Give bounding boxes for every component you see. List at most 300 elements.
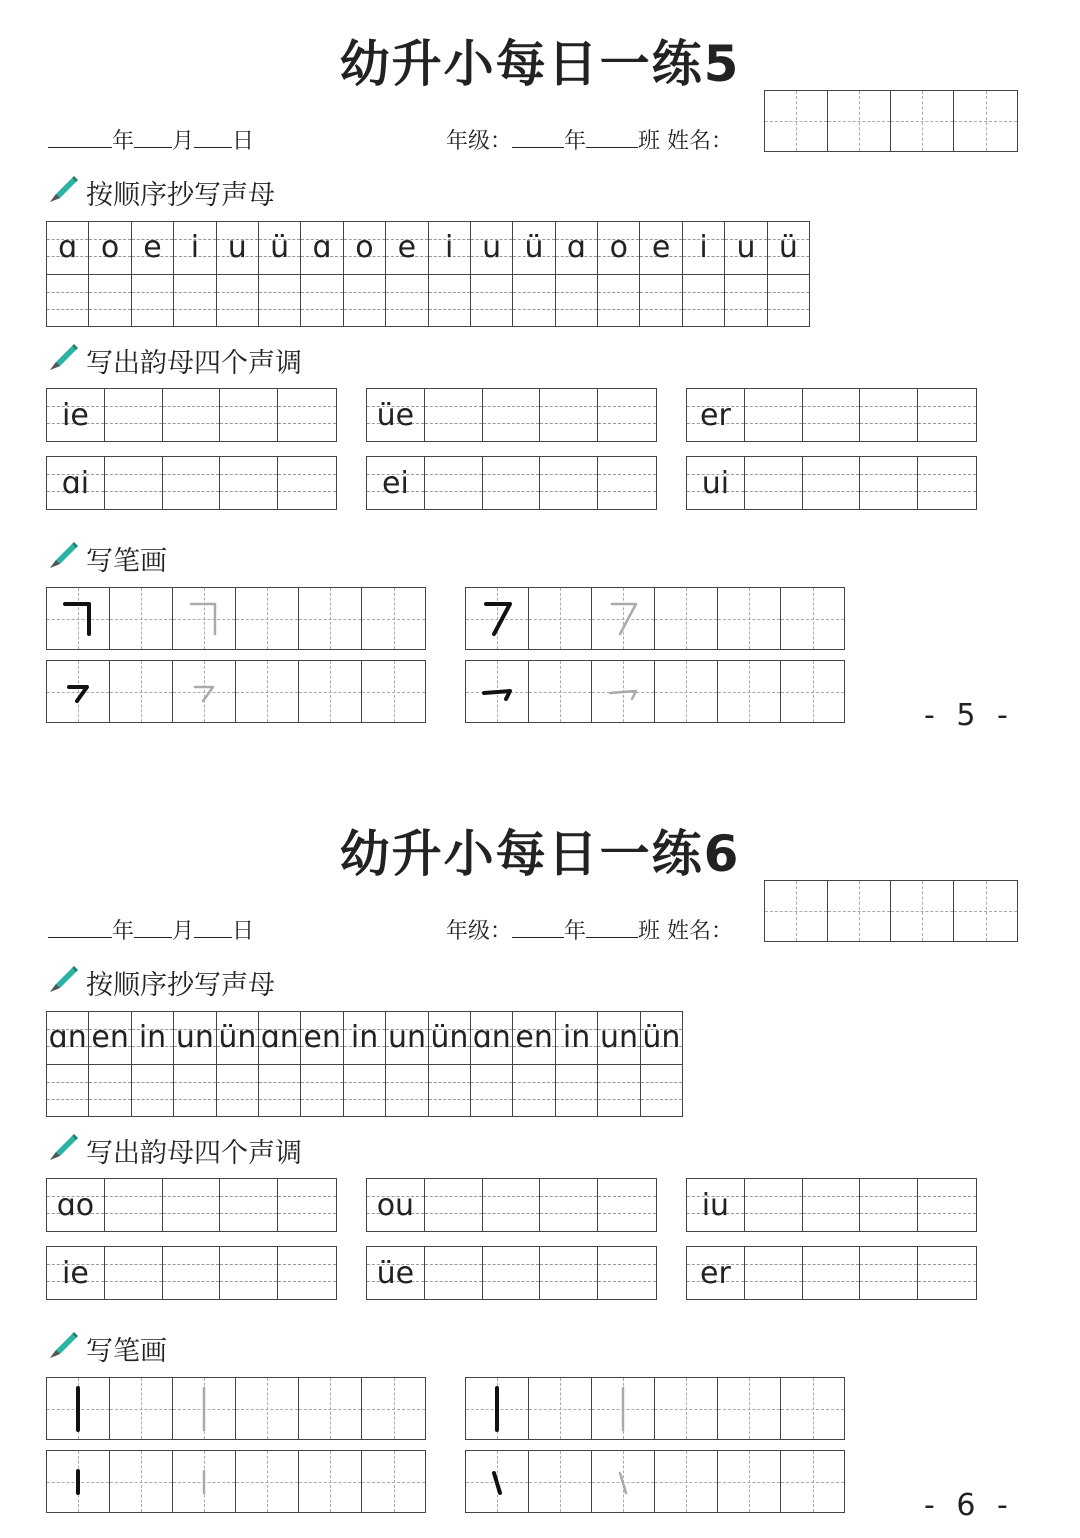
tone-write-cell[interactable] <box>918 1179 976 1231</box>
section-heading <box>46 1328 167 1369</box>
tone-write-cell[interactable] <box>598 457 656 509</box>
section-title: 按顺序抄写声母 <box>86 970 275 1001</box>
tone-row <box>366 388 657 442</box>
letter: i <box>190 230 200 265</box>
stroke-model <box>47 588 110 649</box>
stroke-write-cell[interactable] <box>718 661 781 722</box>
date-label: 月 <box>172 919 195 944</box>
letter-cell <box>429 1012 471 1064</box>
letter-cell <box>47 1012 89 1064</box>
name-cell[interactable] <box>954 881 1017 941</box>
write-cell[interactable] <box>386 275 428 326</box>
tone-write-cell[interactable] <box>105 1179 163 1231</box>
name-label: 姓名： <box>667 129 734 154</box>
letter-cell <box>683 222 725 274</box>
tone-row <box>686 388 977 442</box>
letter-cell <box>89 1012 131 1064</box>
letter: e <box>143 230 162 265</box>
page-title: 幼升小每日一练5 <box>339 35 741 93</box>
write-cell[interactable] <box>513 1065 555 1116</box>
date-blank[interactable] <box>48 936 112 938</box>
pen-icon <box>46 1130 86 1171</box>
letter-cell <box>344 1012 386 1064</box>
tone-write-cell[interactable] <box>803 389 861 441</box>
tone-write-cell[interactable] <box>540 457 598 509</box>
letter: ɑ <box>312 230 332 265</box>
tone-row <box>46 388 337 442</box>
date-label: 年 <box>112 919 135 944</box>
tone-write-cell[interactable] <box>598 389 656 441</box>
stroke-write-cell[interactable] <box>781 661 844 722</box>
stroke-write-cell[interactable] <box>655 661 718 722</box>
letter: i <box>445 230 454 265</box>
letter-cell <box>217 1012 259 1064</box>
letter: ü <box>270 230 290 265</box>
tone-label-cell <box>687 1179 745 1231</box>
tone-final: er <box>700 397 731 433</box>
letter: u <box>482 230 502 265</box>
tone-write-cell[interactable] <box>483 457 541 509</box>
grade-label: 年级： <box>446 919 513 944</box>
write-cell[interactable] <box>598 1065 640 1116</box>
letter: in <box>350 1020 379 1055</box>
tone-final: iu <box>701 1187 730 1223</box>
write-cell[interactable] <box>217 1065 259 1116</box>
stroke-write-cell[interactable] <box>173 588 236 649</box>
section-heading <box>46 538 167 579</box>
letter-cell <box>768 222 809 274</box>
letter: un <box>175 1020 214 1055</box>
letter: e <box>651 230 671 265</box>
stroke-trace <box>529 1451 592 1512</box>
pen-icon <box>46 538 86 579</box>
stroke-model <box>466 1451 529 1512</box>
tone-final: ɑi <box>61 465 90 501</box>
tone-write-cell[interactable] <box>745 389 803 441</box>
stroke-model <box>47 1378 110 1439</box>
letter: o <box>609 230 628 265</box>
stroke-write-cell[interactable] <box>236 1451 299 1512</box>
stroke-model <box>466 588 529 649</box>
name-label: 姓名： <box>667 919 734 944</box>
pen-icon <box>46 172 86 213</box>
write-cell[interactable] <box>217 275 259 326</box>
stroke-row <box>46 1377 426 1440</box>
write-cell[interactable] <box>259 1065 301 1116</box>
letter: in <box>138 1020 167 1055</box>
letter-cell <box>259 1012 301 1064</box>
section-title: 写出韵母四个声调 <box>86 348 302 379</box>
tone-write-cell[interactable] <box>483 389 541 441</box>
write-cell[interactable] <box>641 1065 682 1116</box>
tone-row <box>366 1178 657 1232</box>
letter: in <box>562 1020 591 1055</box>
tone-write-cell[interactable] <box>220 389 278 441</box>
tone-label-cell <box>47 389 105 441</box>
write-cell[interactable] <box>344 1065 386 1116</box>
tone-row <box>46 456 337 510</box>
date-blank[interactable] <box>48 146 112 148</box>
write-cell[interactable] <box>556 1065 598 1116</box>
stroke-row <box>46 1450 426 1513</box>
tone-write-cell[interactable] <box>425 1247 483 1299</box>
letter-cell <box>556 1012 598 1064</box>
name-box[interactable] <box>764 90 1018 152</box>
stroke-write-cell[interactable] <box>299 661 362 722</box>
tone-write-cell[interactable] <box>163 457 221 509</box>
letter-cell <box>89 222 131 274</box>
write-cell[interactable] <box>132 1065 174 1116</box>
tone-write-cell[interactable] <box>803 1179 861 1231</box>
tone-write-cell[interactable] <box>483 1179 541 1231</box>
stroke-trace <box>110 1451 173 1512</box>
write-cell[interactable] <box>513 275 555 326</box>
name-cell[interactable] <box>828 881 891 941</box>
write-cell[interactable] <box>301 275 343 326</box>
tone-write-cell[interactable] <box>425 1179 483 1231</box>
tone-write-cell[interactable] <box>540 1179 598 1231</box>
stroke-trace <box>110 661 173 722</box>
letter: un <box>599 1020 638 1055</box>
tone-write-cell[interactable] <box>803 1247 861 1299</box>
stroke-row <box>465 660 845 723</box>
tone-write-cell[interactable] <box>745 1179 803 1231</box>
write-cell[interactable] <box>174 1065 216 1116</box>
letter: en <box>303 1020 341 1055</box>
name-box[interactable] <box>764 880 1018 942</box>
page-title: 幼升小每日一练6 <box>339 825 741 883</box>
tone-write-cell[interactable] <box>163 1179 221 1231</box>
tone-write-cell[interactable] <box>860 457 918 509</box>
letter-cell <box>386 222 428 274</box>
year-label: 年 <box>564 919 587 944</box>
letter-cell <box>217 222 259 274</box>
class-blank[interactable] <box>586 146 638 148</box>
write-cell[interactable] <box>640 275 682 326</box>
letter-cell <box>132 1012 174 1064</box>
tone-write-cell[interactable] <box>220 457 278 509</box>
stroke-row <box>465 1450 845 1513</box>
stroke-write-cell[interactable] <box>299 588 362 649</box>
name-cell[interactable] <box>891 91 954 151</box>
copy-grid <box>46 1011 683 1117</box>
page-number: - 6 - <box>924 1488 1014 1523</box>
tone-write-cell[interactable] <box>425 389 483 441</box>
stroke-row <box>465 1377 845 1440</box>
tone-write-cell[interactable] <box>918 389 976 441</box>
stroke-model <box>47 1451 110 1512</box>
stroke-trace <box>529 1378 592 1439</box>
write-cell[interactable] <box>89 1065 131 1116</box>
letter-cell <box>174 222 216 274</box>
date-label: 日 <box>232 919 255 944</box>
class-label: 班 <box>638 129 661 154</box>
tone-write-cell[interactable] <box>105 1247 163 1299</box>
letter: en <box>515 1020 553 1055</box>
write-cell[interactable] <box>386 1065 428 1116</box>
stroke-model <box>466 1378 529 1439</box>
stroke-trace <box>110 1378 173 1439</box>
tone-write-cell[interactable] <box>105 389 163 441</box>
letter: ɑn <box>48 1020 87 1055</box>
tone-final: ie <box>62 397 89 433</box>
section-title: 写出韵母四个声调 <box>86 1138 302 1169</box>
tone-final: er <box>700 1255 731 1291</box>
grade-label: 年级： <box>446 129 513 154</box>
date-blank[interactable] <box>194 146 232 148</box>
write-cell[interactable] <box>89 275 131 326</box>
tone-write-cell[interactable] <box>220 1247 278 1299</box>
stroke-write-cell[interactable] <box>592 1378 655 1439</box>
pen-icon <box>46 1328 86 1369</box>
write-cell[interactable] <box>683 275 725 326</box>
letter-cell <box>598 222 640 274</box>
letter: un <box>387 1020 426 1055</box>
tone-write-cell[interactable] <box>220 1179 278 1231</box>
letter: o <box>355 230 374 265</box>
write-cell[interactable] <box>132 275 174 326</box>
tone-row <box>46 1178 337 1232</box>
tone-final: üe <box>376 1255 415 1291</box>
letter-cell <box>471 1012 513 1064</box>
write-cell[interactable] <box>344 275 386 326</box>
section-title: 写笔画 <box>86 1336 167 1367</box>
stroke-write-cell[interactable] <box>781 1451 844 1512</box>
tone-write-cell[interactable] <box>803 457 861 509</box>
name-cell[interactable] <box>954 91 1017 151</box>
write-cell[interactable] <box>471 1065 513 1116</box>
tone-label-cell <box>367 1179 425 1231</box>
stroke-write-cell[interactable] <box>781 1378 844 1439</box>
stroke-write-cell[interactable] <box>655 1378 718 1439</box>
tone-write-cell[interactable] <box>278 457 336 509</box>
tone-row <box>366 456 657 510</box>
tone-write-cell[interactable] <box>918 1247 976 1299</box>
write-cell[interactable] <box>768 275 809 326</box>
date-line <box>48 914 254 945</box>
letter-cell <box>301 1012 343 1064</box>
date-blank[interactable] <box>194 936 232 938</box>
letter-cell <box>344 222 386 274</box>
write-cell[interactable] <box>47 275 89 326</box>
stroke-write-cell[interactable] <box>299 1451 362 1512</box>
letter-cell <box>471 222 513 274</box>
write-cell[interactable] <box>556 275 598 326</box>
letter-cell <box>641 1012 682 1064</box>
letter: ɑ <box>566 230 586 265</box>
tone-write-cell[interactable] <box>745 457 803 509</box>
write-cell[interactable] <box>301 1065 343 1116</box>
letter-cell <box>513 1012 555 1064</box>
letter: e <box>397 230 417 265</box>
write-cell[interactable] <box>598 275 640 326</box>
letter-cell <box>301 222 343 274</box>
grade-blank[interactable] <box>512 936 564 938</box>
tone-write-cell[interactable] <box>918 457 976 509</box>
class-label: 班 <box>638 919 661 944</box>
stroke-write-cell[interactable] <box>362 588 425 649</box>
letter-cell <box>725 222 767 274</box>
tone-write-cell[interactable] <box>598 1179 656 1231</box>
write-cell[interactable] <box>174 275 216 326</box>
stroke-model <box>47 661 110 722</box>
stroke-write-cell[interactable] <box>173 661 236 722</box>
tone-row <box>686 1178 977 1232</box>
stroke-write-cell[interactable] <box>592 588 655 649</box>
tone-label-cell <box>687 457 745 509</box>
stroke-write-cell[interactable] <box>781 588 844 649</box>
letter-cell <box>640 222 682 274</box>
section-title: 按顺序抄写声母 <box>86 180 275 211</box>
stroke-write-cell[interactable] <box>173 1378 236 1439</box>
section-heading <box>46 172 275 213</box>
grade-blank[interactable] <box>512 146 564 148</box>
stroke-write-cell[interactable] <box>236 661 299 722</box>
name-cell[interactable] <box>891 881 954 941</box>
name-cell[interactable] <box>828 91 891 151</box>
stroke-trace <box>529 661 592 722</box>
tone-write-cell[interactable] <box>425 457 483 509</box>
pen-icon <box>46 340 86 381</box>
letter-cell <box>47 222 89 274</box>
letter-cell <box>132 222 174 274</box>
section-title: 写笔画 <box>86 546 167 577</box>
section-heading <box>46 962 275 1003</box>
tone-label-cell <box>47 1179 105 1231</box>
write-cell[interactable] <box>259 275 301 326</box>
page-number: - 5 - <box>924 698 1014 733</box>
date-blank[interactable] <box>134 936 172 938</box>
tone-label-cell <box>367 1247 425 1299</box>
stroke-write-cell[interactable] <box>173 1451 236 1512</box>
tone-final: ou <box>376 1187 415 1223</box>
tone-write-cell[interactable] <box>540 389 598 441</box>
stroke-trace <box>110 588 173 649</box>
stroke-write-cell[interactable] <box>236 1378 299 1439</box>
tone-label-cell <box>687 1247 745 1299</box>
tone-write-cell[interactable] <box>483 1247 541 1299</box>
stroke-write-cell[interactable] <box>592 1451 655 1512</box>
letter-cell <box>386 1012 428 1064</box>
stroke-write-cell[interactable] <box>362 661 425 722</box>
section-heading <box>46 340 302 381</box>
letter-cell <box>556 222 598 274</box>
stroke-write-cell[interactable] <box>362 1451 425 1512</box>
letter: ün <box>430 1020 469 1055</box>
name-cell[interactable] <box>765 881 828 941</box>
tone-write-cell[interactable] <box>163 389 221 441</box>
letter: ɑn <box>472 1020 511 1055</box>
tone-write-cell[interactable] <box>860 389 918 441</box>
tone-write-cell[interactable] <box>278 389 336 441</box>
letter: ün <box>218 1020 257 1055</box>
letter: ün <box>642 1020 681 1055</box>
letter: o <box>100 230 120 265</box>
tone-write-cell[interactable] <box>860 1247 918 1299</box>
letter-cell <box>429 222 471 274</box>
tone-write-cell[interactable] <box>278 1179 336 1231</box>
write-cell[interactable] <box>725 275 767 326</box>
letter: u <box>736 230 756 265</box>
date-line <box>48 124 254 155</box>
letter: ɑn <box>260 1020 299 1055</box>
date-label: 日 <box>232 129 255 154</box>
tone-final: ɑo <box>56 1187 95 1223</box>
date-blank[interactable] <box>134 146 172 148</box>
tone-row <box>46 1246 337 1300</box>
class-blank[interactable] <box>586 936 638 938</box>
tone-write-cell[interactable] <box>745 1247 803 1299</box>
letter: u <box>227 230 247 265</box>
stroke-row <box>46 587 426 650</box>
tone-write-cell[interactable] <box>598 1247 656 1299</box>
stroke-write-cell[interactable] <box>718 1451 781 1512</box>
tone-label-cell <box>47 1247 105 1299</box>
stroke-write-cell[interactable] <box>592 661 655 722</box>
tone-label-cell <box>47 457 105 509</box>
stroke-write-cell[interactable] <box>655 1451 718 1512</box>
letter: ɑ <box>58 230 78 265</box>
stroke-write-cell[interactable] <box>362 1378 425 1439</box>
tone-final: ui <box>701 465 730 501</box>
copy-grid <box>46 221 810 327</box>
stroke-write-cell[interactable] <box>236 588 299 649</box>
class-line <box>446 124 733 155</box>
letter-cell <box>513 222 555 274</box>
letter: ü <box>524 230 544 265</box>
letter: i <box>699 230 708 265</box>
stroke-write-cell[interactable] <box>299 1378 362 1439</box>
letter: ü <box>778 230 798 265</box>
date-label: 月 <box>172 129 195 154</box>
pen-icon <box>46 962 86 1003</box>
tone-final: üe <box>376 397 415 433</box>
stroke-write-cell[interactable] <box>718 1378 781 1439</box>
write-cell[interactable] <box>429 1065 471 1116</box>
tone-label-cell <box>367 389 425 441</box>
tone-write-cell[interactable] <box>540 1247 598 1299</box>
stroke-write-cell[interactable] <box>718 588 781 649</box>
write-cell[interactable] <box>47 1065 89 1116</box>
stroke-row <box>46 660 426 723</box>
year-label: 年 <box>564 129 587 154</box>
stroke-row <box>465 587 845 650</box>
tone-write-cell[interactable] <box>860 1179 918 1231</box>
tone-label-cell <box>687 389 745 441</box>
stroke-model <box>466 661 529 722</box>
tone-write-cell[interactable] <box>163 1247 221 1299</box>
tone-write-cell[interactable] <box>105 457 163 509</box>
write-cell[interactable] <box>471 275 513 326</box>
section-heading <box>46 1130 302 1171</box>
tone-row <box>686 1246 977 1300</box>
letter-cell <box>598 1012 640 1064</box>
tone-final: ei <box>382 465 409 501</box>
tone-final: ie <box>62 1255 89 1291</box>
tone-label-cell <box>367 457 425 509</box>
write-cell[interactable] <box>429 275 471 326</box>
stroke-write-cell[interactable] <box>655 588 718 649</box>
letter-cell <box>174 1012 216 1064</box>
tone-write-cell[interactable] <box>278 1247 336 1299</box>
letter: en <box>91 1020 129 1055</box>
date-label: 年 <box>112 129 135 154</box>
tone-row <box>686 456 977 510</box>
tone-row <box>366 1246 657 1300</box>
letter-cell <box>259 222 301 274</box>
name-cell[interactable] <box>765 91 828 151</box>
stroke-trace <box>529 588 592 649</box>
